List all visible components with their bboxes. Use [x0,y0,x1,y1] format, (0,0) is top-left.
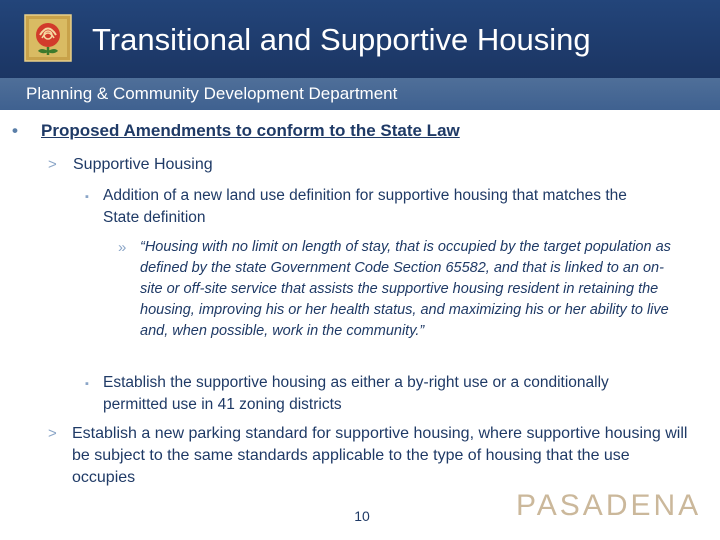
bullet-marker: • [12,121,18,140]
page-title: Transitional and Supportive Housing [92,22,591,57]
main-bullet-text: Proposed Amendments to conform to the State Law [41,121,460,140]
definition-quote-text: “Housing with no limit on length of stay, that is occupied by the target population as defined by the state Government Code Section 65582, and that is linked to an on-site or off-site service that assists the supportive housing resident in retaining the housing, improving his or her health status, and maximizing his or her ability to live and, when possible, work in the community.” [140,239,671,339]
pasadena-logo: PASADENA [516,489,702,522]
arrow-marker: > [48,156,57,173]
department-subtitle: Planning & Community Development Department [26,84,398,103]
square-marker: ▪ [85,378,89,390]
parking-standard-text: Establish a new parking standard for supportive housing, where supportive housing will be subject to the same standards applicable to the type of housing that the use occupies [72,425,688,486]
arrow-marker: > [48,425,57,442]
supportive-housing-text: Supportive Housing [73,156,213,173]
square-marker: ▪ [85,191,89,203]
rose-logo-icon [24,14,72,62]
page-number: 10 [354,508,370,524]
title-bar [0,0,720,78]
double-arrow-marker: » [118,239,127,256]
zoning-text: Establish the supportive housing as either a by-right use or a conditionally permitted use in 41 zoning districts [103,374,609,413]
definition-text: Addition of a new land use definition for supportive housing that matches the State definition [103,187,627,226]
subtitle-bar [0,78,720,110]
